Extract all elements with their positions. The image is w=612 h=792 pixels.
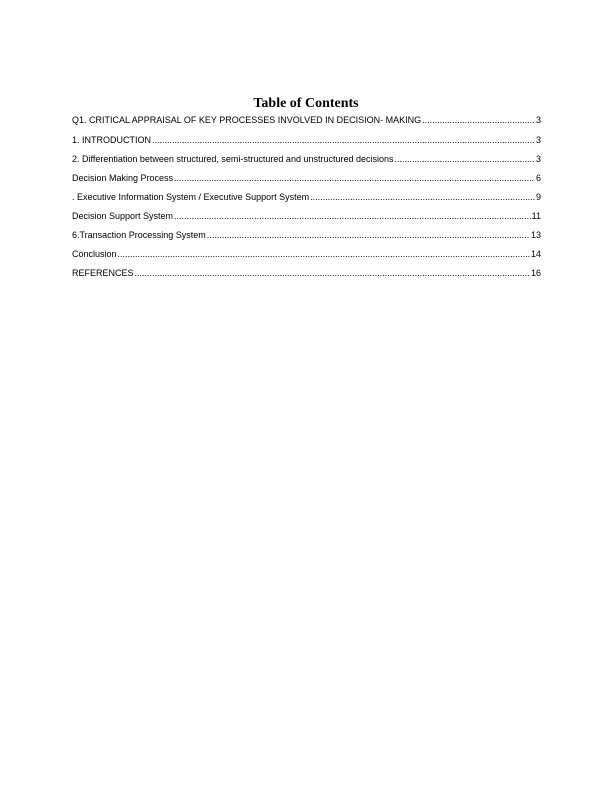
toc-entry-critical-appraisal[interactable] xyxy=(72,115,541,135)
toc-list xyxy=(72,115,541,287)
toc-page-number: 3 xyxy=(535,135,541,145)
toc-entry-introduction[interactable] xyxy=(72,135,541,154)
toc-dot-leader xyxy=(310,192,535,203)
toc-entry-text: REFERENCES xyxy=(72,268,134,278)
toc-page-number: 14 xyxy=(530,249,541,259)
toc-entry-text: . Executive Information System / Executive Support System xyxy=(72,192,310,202)
toc-dot-leader xyxy=(174,173,535,184)
toc-entry-conclusion[interactable] xyxy=(72,249,541,268)
toc-page-number: 6 xyxy=(535,173,541,183)
toc-page-number: 3 xyxy=(535,115,541,125)
toc-entry-executive-information-system[interactable] xyxy=(72,192,541,211)
toc-page-number: 9 xyxy=(535,192,541,202)
toc-dot-leader xyxy=(207,230,530,241)
toc-entry-text: Decision Support System xyxy=(72,211,174,221)
toc-page-number: 16 xyxy=(530,268,541,278)
toc-page-number: 11 xyxy=(531,211,541,221)
toc-entry-text: 1. INTRODUCTION xyxy=(72,135,152,145)
toc-dot-leader xyxy=(118,249,530,260)
toc-entry-references[interactable] xyxy=(72,268,541,287)
toc-entry-text: 6.Transaction Processing System xyxy=(72,230,206,240)
toc-entry-text: Q1. CRITICAL APPRAISAL OF KEY PROCESSES INVOLVED IN DECISION- MAKING xyxy=(72,115,422,125)
toc-dot-leader xyxy=(422,115,535,126)
toc-dot-leader xyxy=(135,268,530,279)
toc-entry-transaction-processing-system[interactable] xyxy=(72,230,541,249)
toc-dot-leader xyxy=(395,154,535,165)
toc-entry-text: 2. Differentiation between structured, semi-structured and unstructured decisions xyxy=(72,154,394,164)
toc-dot-leader xyxy=(174,211,531,222)
toc-title: Table of Contents xyxy=(253,96,359,111)
toc-entry-text: Conclusion xyxy=(72,249,117,259)
toc-page-number: 13 xyxy=(530,230,541,240)
toc-entry-decision-making-process[interactable] xyxy=(72,173,541,192)
toc-entry-differentiation[interactable] xyxy=(72,154,541,173)
toc-entry-decision-support-system[interactable] xyxy=(72,211,541,230)
toc-dot-leader xyxy=(152,135,535,146)
toc-page-number: 3 xyxy=(535,154,541,164)
toc-entry-text: Decision Making Process xyxy=(72,173,174,183)
